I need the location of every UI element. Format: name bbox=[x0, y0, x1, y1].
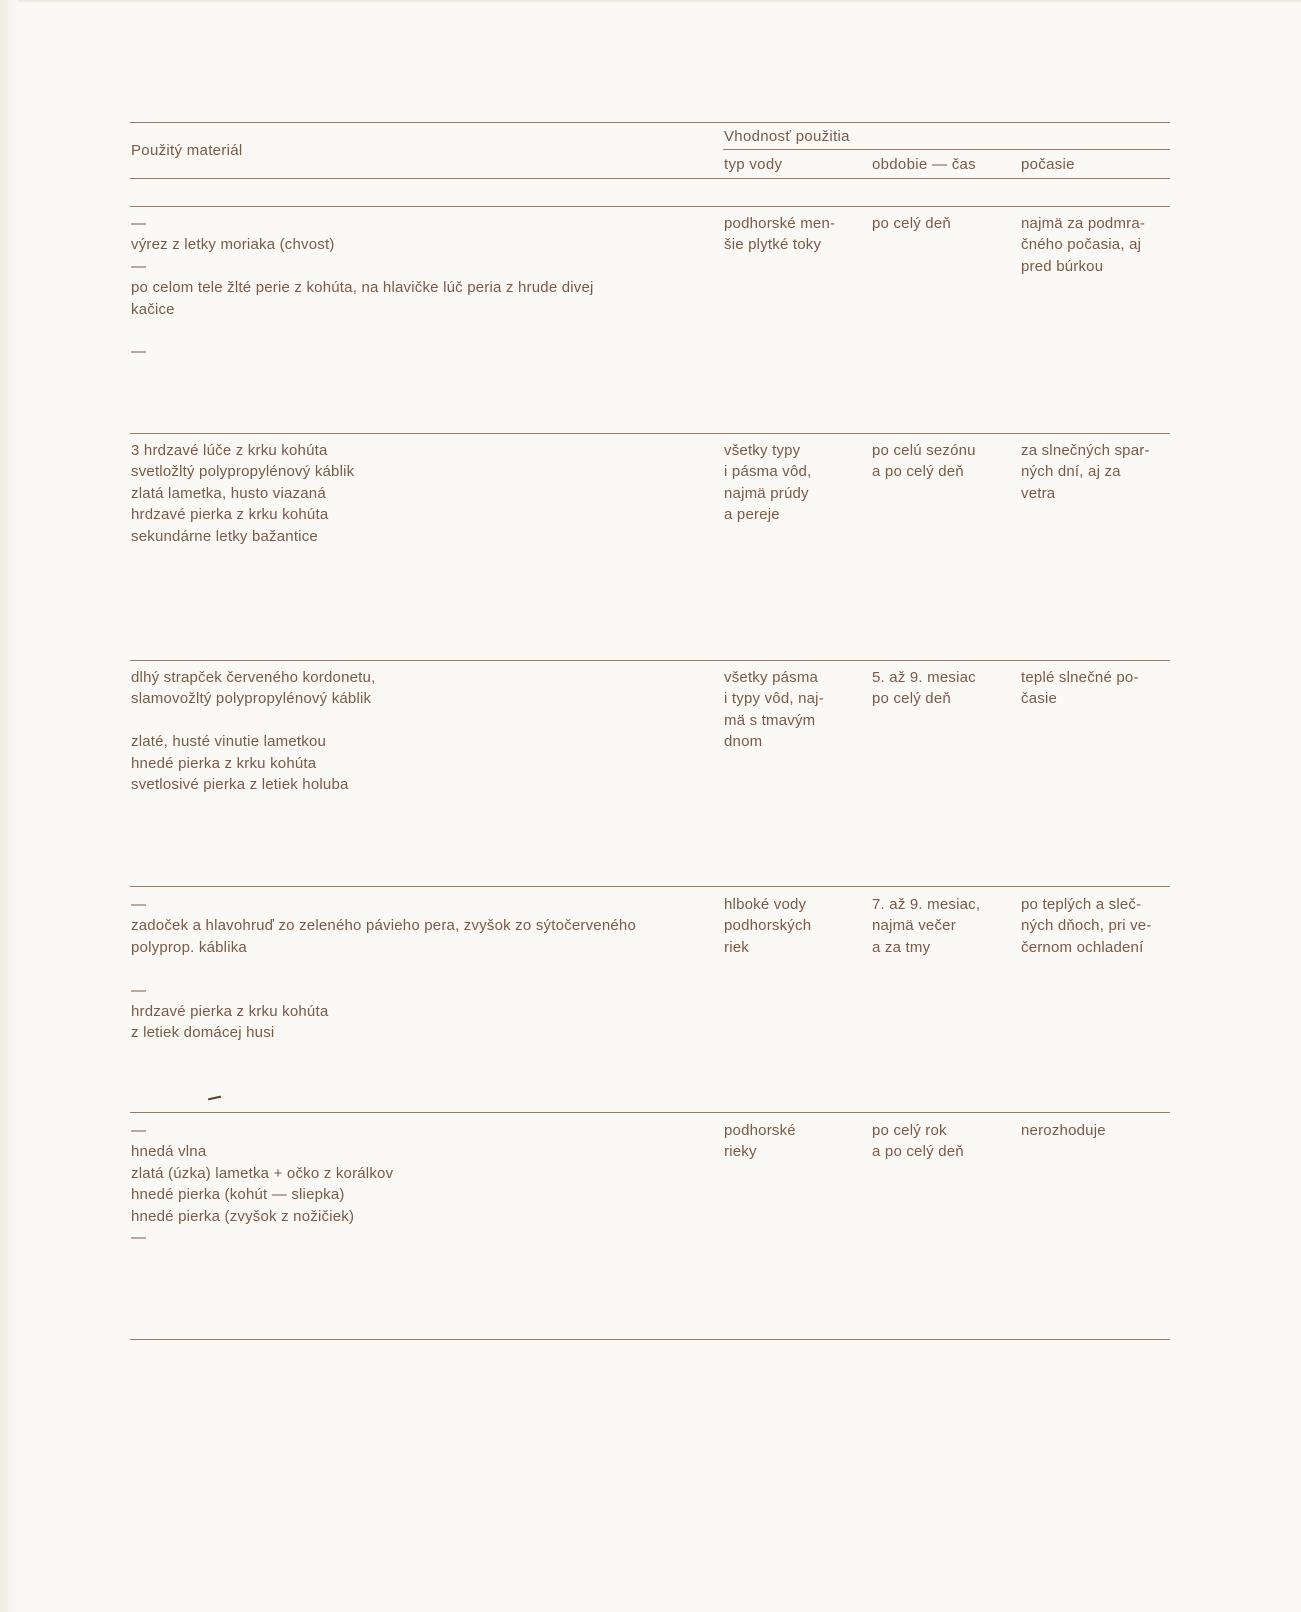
header-weather: počasie bbox=[1021, 156, 1075, 173]
rule-row-2-top bbox=[130, 433, 1170, 434]
row-5-weather: nerozhoduje bbox=[1021, 1122, 1106, 1139]
row-5-material: — hnedá vlna zlatá (úzka) lametka + očko z korálkov hnedé pierka (kohút — sliepka) hnedé pierka (zvyšok z nožičiek) — bbox=[131, 1122, 394, 1247]
rule-row-1-top bbox=[130, 206, 1170, 207]
rule-row-5-top bbox=[130, 1112, 1170, 1113]
ink-mark bbox=[208, 1096, 221, 1101]
rule-bottom bbox=[130, 1339, 1170, 1340]
row-4-period: 7. až 9. mesiac, najmä večer a za tmy bbox=[872, 896, 981, 956]
row-2-water-type: všetky typy i pásma vôd, najmä prúdy a pereje bbox=[724, 442, 812, 524]
row-3-material: dlhý strapček červeného kordonetu, slamovožltý polypropylénový káblik zlaté, husté vinutie lametkou hnedé pierka z krku kohúta svetlosivé pierka z letiek holuba bbox=[131, 669, 376, 794]
row-5-water-type: podhorské rieky bbox=[724, 1122, 796, 1161]
row-1-water-type: podhorské men- šie plytké toky bbox=[724, 215, 836, 254]
row-3-weather: teplé slnečné po- časie bbox=[1021, 669, 1139, 708]
row-2-period: po celú sezónu a po celý deň bbox=[872, 442, 976, 481]
row-4-weather: po teplých a sleč- ných dňoch, pri ve- černom ochladení bbox=[1021, 896, 1152, 956]
row-2-material: 3 hrdzavé lúče z krku kohúta svetložltý polypropylénový káblik zlatá lametka, husto viazaná hrdzavé pierka z krku kohúta sekundárne letky bažantice bbox=[131, 442, 355, 545]
row-3-period: 5. až 9. mesiac po celý deň bbox=[872, 669, 976, 708]
header-water-type: typ vody bbox=[724, 156, 783, 173]
header-period: obdobie — čas bbox=[872, 156, 976, 173]
row-4-water-type: hlboké vody podhorských riek bbox=[724, 896, 812, 956]
header-suitability: Vhodnosť použitia bbox=[724, 128, 850, 145]
row-2-weather: za slnečných spar- ných dní, aj za vetra bbox=[1021, 442, 1150, 502]
rule-row-3-top bbox=[130, 660, 1170, 661]
page-edge-left bbox=[0, 0, 18, 1612]
header-material: Použitý materiál bbox=[131, 142, 243, 159]
rule-row-4-top bbox=[130, 886, 1170, 887]
row-3-water-type: všetky pásma i typy vôd, naj- mä s tmavým dnom bbox=[724, 669, 824, 751]
row-1-material: — výrez z letky moriaka (chvost) — po celom tele žlté perie z kohúta, na hlavičke lúč peria z hrude divej kačice — bbox=[131, 215, 594, 361]
page-edge-top bbox=[0, 0, 1301, 4]
rule-header-bottom bbox=[130, 178, 1170, 179]
rule-top bbox=[130, 122, 1170, 123]
row-4-material: — zadoček a hlavohruď zo zeleného pávieho pera, zvyšok zo sýtočerveného polyprop. káblika — hrdzavé pierka z krku kohúta z letiek domácej husi bbox=[131, 896, 636, 1042]
row-1-weather: najmä za podmra- čného počasia, aj pred búrkou bbox=[1021, 215, 1146, 275]
row-5-period: po celý rok a po celý deň bbox=[872, 1122, 964, 1161]
row-1-period: po celý deň bbox=[872, 215, 951, 232]
rule-suitability bbox=[723, 149, 1170, 150]
